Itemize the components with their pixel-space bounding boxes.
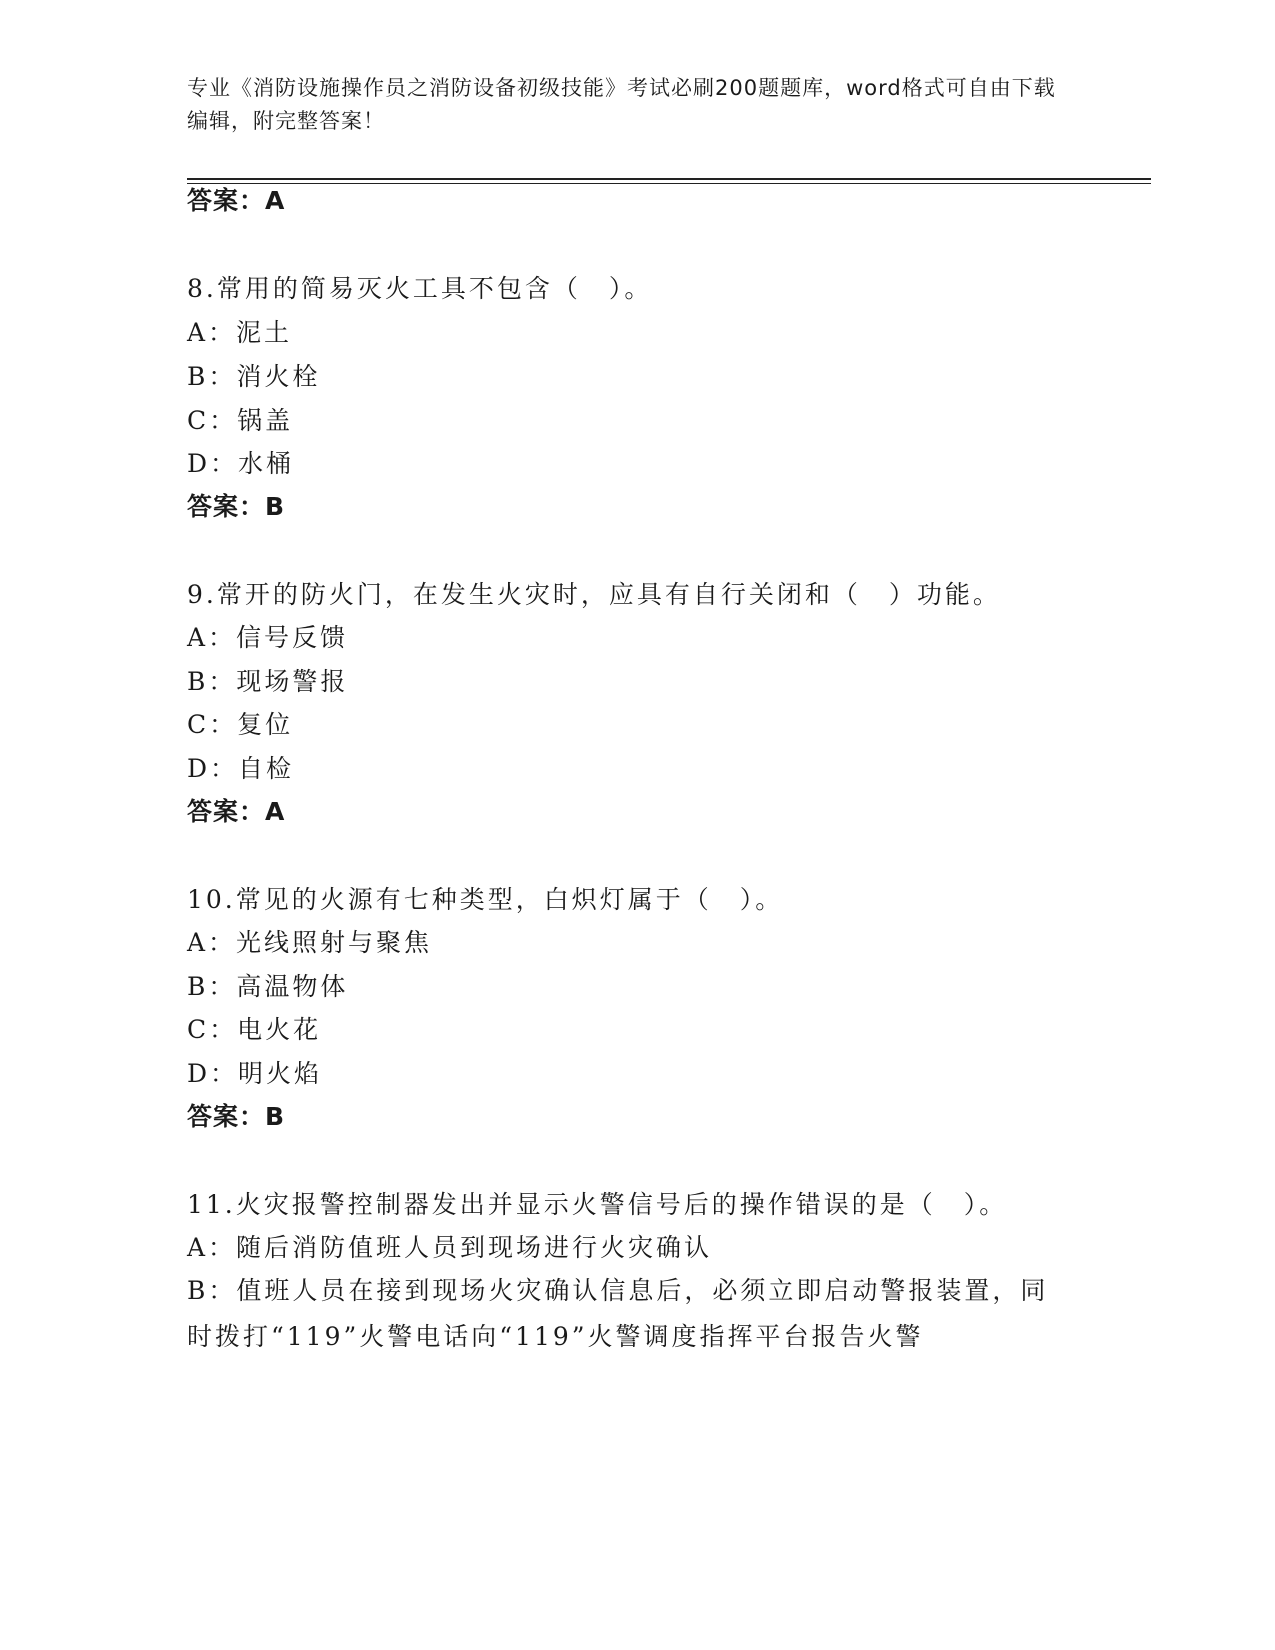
q11-question: 11.火灾报警控制器发出并显示火警信号后的操作错误的是（ ）。 bbox=[187, 1190, 1008, 1219]
q11-option-a: A：随后消防值班人员到现场进行火灾确认 bbox=[187, 1233, 713, 1262]
header-divider-thick bbox=[187, 178, 1151, 180]
header-divider-thin bbox=[187, 183, 1151, 184]
q10-option-b: B：高温物体 bbox=[187, 972, 349, 1001]
q11-option-b: B：值班人员在接到现场火灾确认信息后，必须立即启动警报装置，同时拨打“119”火警电话向“119”火警调度指挥平台报告火警 bbox=[187, 1276, 1049, 1351]
q10-option-d: D：明火焰 bbox=[187, 1059, 323, 1088]
q8-option-d: D：水桶 bbox=[187, 449, 295, 478]
q10-question: 10.常见的火源有七种类型，白炽灯属于（ ）。 bbox=[187, 885, 784, 914]
q8-option-c: C：锅盖 bbox=[187, 406, 294, 435]
q9-option-c: C：复位 bbox=[187, 710, 294, 739]
q8-question: 8.常用的简易灭火工具不包含（ ）。 bbox=[187, 274, 653, 303]
q9-question: 9.常开的防火门，在发生火灾时，应具有自行关闭和（ ）功能。 bbox=[187, 580, 1001, 609]
document-header: 专业《消防设施操作员之消防设备初级技能》考试必刷200题题库，word格式可自由下载编辑，附完整答案！ bbox=[187, 76, 1056, 133]
q8-answer: 答案：B bbox=[187, 492, 286, 521]
q8-option-b: B：消火栓 bbox=[187, 362, 321, 391]
q10-option-a: A：光线照射与聚焦 bbox=[187, 928, 433, 957]
q7-answer: 答案：A bbox=[187, 186, 286, 215]
q9-option-b: B：现场警报 bbox=[187, 667, 349, 696]
q9-option-d: D：自检 bbox=[187, 754, 295, 783]
q9-answer: 答案：A bbox=[187, 797, 286, 826]
q9-option-a: A：信号反馈 bbox=[187, 623, 349, 652]
q10-answer: 答案：B bbox=[187, 1102, 286, 1131]
q8-option-a: A：泥土 bbox=[187, 318, 293, 347]
q10-option-c: C：电火花 bbox=[187, 1015, 322, 1044]
